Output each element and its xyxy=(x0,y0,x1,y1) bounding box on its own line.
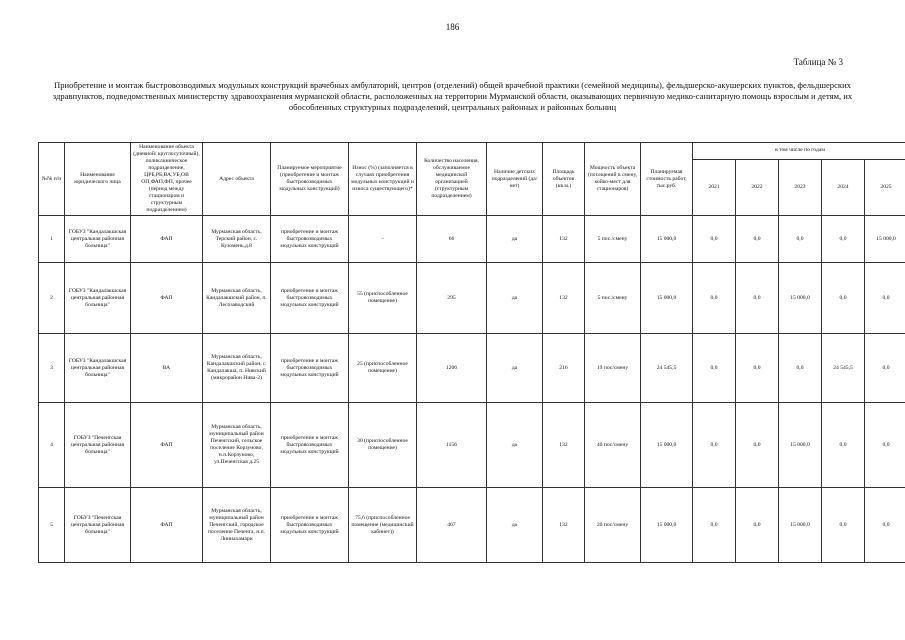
cell-2023: 15 000,0 xyxy=(779,403,822,488)
cell-num: 4 xyxy=(39,403,65,488)
header-years-group: в том числе по годам xyxy=(693,143,905,160)
header-year-2021: 2021 xyxy=(693,159,736,215)
cell-2023: 15 000,0 xyxy=(779,263,822,334)
cell-area: 132 xyxy=(543,263,585,334)
cell-2022: 0,0 xyxy=(736,263,779,334)
cell-2023: 15 000,0 xyxy=(779,488,822,563)
page-number: 186 xyxy=(445,22,460,32)
table-label: Таблица № 3 xyxy=(793,57,843,67)
header-address: Адрес объекта xyxy=(203,143,271,216)
cell-2021: 0,0 xyxy=(693,216,736,263)
header-children: Наличие детских подразделений (да/нет) xyxy=(487,143,543,216)
header-object-name: Наименование объекта (дневной/ круглосуточный), поликлиническое подразделение, ЦРБ,РБ,ВА,УБ,ОВ ОП,ФАП,ФП, прочее (период между стационаром и структурным подразделением) xyxy=(131,143,203,216)
table-row xyxy=(39,403,905,488)
header-year-2023: 2023 xyxy=(779,159,822,215)
header-year-2025: 2025 xyxy=(865,159,905,215)
header-wear: Износ (%) (заполняется в случаях приобретения модульных конструкций и износа существующего)* xyxy=(349,143,417,216)
cell-2023: 0,0 xyxy=(779,334,822,403)
cell-2024: 0,0 xyxy=(822,403,865,488)
cell-2024: 0,0 xyxy=(822,216,865,263)
cell-entity: ГОБУЗ "Кандалакшская центральная районная больница" xyxy=(65,216,131,263)
cell-address: Мурманская область, муниципальный район Печенгский, сельское поселение Корзуново, н.п.Корзуново, ул.Печенгская д.25 xyxy=(203,403,271,488)
cell-2025: 0,0 xyxy=(865,488,905,563)
cell-2022: 0,0 xyxy=(736,488,779,563)
cell-address: Мурманская область, Кандалакшский район, г. Кандалакша, п. Нивский (микрорайон Нива-2) xyxy=(203,334,271,403)
cell-entity: ГОБУЗ "Печенгская центральная районная больница" xyxy=(65,403,131,488)
cell-children: да xyxy=(487,263,543,334)
cell-wear: - xyxy=(349,216,417,263)
cell-wear: 75,6 (приспособленное помещение (медицинский кабинет)) xyxy=(349,488,417,563)
cell-2024: 24 545,5 xyxy=(822,334,865,403)
cell-address: Мурманская область, Кандалакшский район, п. Лесозаводский xyxy=(203,263,271,334)
cell-population: 1206 xyxy=(417,334,487,403)
cell-type: ВА xyxy=(131,334,203,403)
cell-num: 5 xyxy=(39,488,65,563)
cell-capacity: 5 пос./смену xyxy=(585,263,641,334)
cell-measure: приобретение и монтаж быстровозводимых модульных конструкций xyxy=(271,403,349,488)
cell-type: ФАП xyxy=(131,488,203,563)
cell-cost: 15 000,0 xyxy=(641,263,693,334)
cell-children: да xyxy=(487,216,543,263)
cell-2022: 0,0 xyxy=(736,216,779,263)
cell-population: 467 xyxy=(417,488,487,563)
cell-2024: 0,0 xyxy=(822,488,865,563)
cell-area: 132 xyxy=(543,403,585,488)
cell-cost: 24 545,5 xyxy=(641,334,693,403)
cell-type: ФАП xyxy=(131,263,203,334)
cell-2022: 0,0 xyxy=(736,334,779,403)
header-num: №№ п/п xyxy=(39,143,65,216)
cell-2021: 0,0 xyxy=(693,334,736,403)
header-capacity: Мощность объекта (посещений в смену, койко-мест для стационаров) xyxy=(585,143,641,216)
cell-num: 3 xyxy=(39,334,65,403)
cell-address: Мурманская область, муниципальный район Печенгский, городское поселение Печенга, н.п. Лиинахамари xyxy=(203,488,271,563)
cell-capacity: 20 пос/смену xyxy=(585,488,641,563)
cell-entity: ГОБУЗ "Кандалакшская центральная районная больница" xyxy=(65,263,131,334)
cell-area: 132 xyxy=(543,488,585,563)
cell-cost: 15 000,0 xyxy=(641,403,693,488)
header-year-2024: 2024 xyxy=(822,159,865,215)
header-population: Количество населения, обслуживаемое медицинской организацией (структурным подразделением) xyxy=(417,143,487,216)
cell-population: 66 xyxy=(417,216,487,263)
cell-2025: 15 000,0 xyxy=(865,216,905,263)
cell-num: 2 xyxy=(39,263,65,334)
cell-measure: приобретение и монтаж быстровозводимых модульных конструкций xyxy=(271,334,349,403)
header-area: Площадь объектов (кв.м.) xyxy=(543,143,585,216)
header-measure: Планируемое мероприятие (приобретение и монтаж быстровозводимых модульных конструкций) xyxy=(271,143,349,216)
cell-2021: 0,0 xyxy=(693,488,736,563)
cell-address: Мурманская область, Терский район, с. Кузомень,д.8 xyxy=(203,216,271,263)
document-title: Приобретение и монтаж быстровозводимых модульных конструкций врачебных амбулаторий, центров (отделений) общей врачебной практики (семейной медицины), фельдшерско-акушерских пунктов, фельдшерских здравпунктов, подведомственных министерству здравоохранения мурманской области, расположенных на территории Мурманской области, оказывающих первичную медико-санитарную помощь взрослым и детям, их обособленных структурных подразделений, центральных районных и районных больниц xyxy=(52,80,853,112)
table-row xyxy=(39,334,905,403)
cell-children: да xyxy=(487,488,543,563)
cell-2025: 0,0 xyxy=(865,263,905,334)
cell-children: да xyxy=(487,334,543,403)
cell-measure: приобретение и монтаж быстровозводимых модульных конструкций xyxy=(271,216,349,263)
cell-2021: 0,0 xyxy=(693,263,736,334)
data-table xyxy=(38,142,905,563)
cell-area: 216 xyxy=(543,334,585,403)
header-entity: Наименование юридического лица xyxy=(65,143,131,216)
cell-population: 1156 xyxy=(417,403,487,488)
table-row xyxy=(39,488,905,563)
cell-2024: 0,0 xyxy=(822,263,865,334)
cell-cost: 15 000,0 xyxy=(641,216,693,263)
cell-2022: 0,0 xyxy=(736,403,779,488)
cell-measure: приобретение и монтаж быстровозводимых модульных конструкций xyxy=(271,263,349,334)
cell-wear: 55 (приспособленное помещение) xyxy=(349,263,417,334)
cell-2023: 0,0 xyxy=(779,216,822,263)
cell-capacity: 19 пос/смену xyxy=(585,334,641,403)
cell-wear: 30 (приспособленное помещение) xyxy=(349,403,417,488)
cell-2021: 0,0 xyxy=(693,403,736,488)
table-row xyxy=(39,216,905,263)
cell-entity: ГОБУЗ "Печенгская центральная районная больница" xyxy=(65,488,131,563)
cell-population: 295 xyxy=(417,263,487,334)
cell-2025: 0,0 xyxy=(865,403,905,488)
cell-type: ФАП xyxy=(131,403,203,488)
cell-2025: 0,0 xyxy=(865,334,905,403)
cell-type: ФАП xyxy=(131,216,203,263)
cell-num: 1 xyxy=(39,216,65,263)
cell-entity: ГОБУЗ "Кандалакшская центральная районная больница" xyxy=(65,334,131,403)
cell-area: 132 xyxy=(543,216,585,263)
cell-capacity: 5 пос./смену xyxy=(585,216,641,263)
cell-capacity: 40 пос/смену xyxy=(585,403,641,488)
cell-measure: приобретение и монтаж быстровозводимых модульных конструкций xyxy=(271,488,349,563)
header-cost: Планируемая стоимость работ, тыс.руб. xyxy=(641,143,693,216)
table-row xyxy=(39,263,905,334)
cell-wear: 25 (приспособленное помещение) xyxy=(349,334,417,403)
cell-children: да xyxy=(487,403,543,488)
cell-cost: 15 000,0 xyxy=(641,488,693,563)
header-year-2022: 2022 xyxy=(736,159,779,215)
